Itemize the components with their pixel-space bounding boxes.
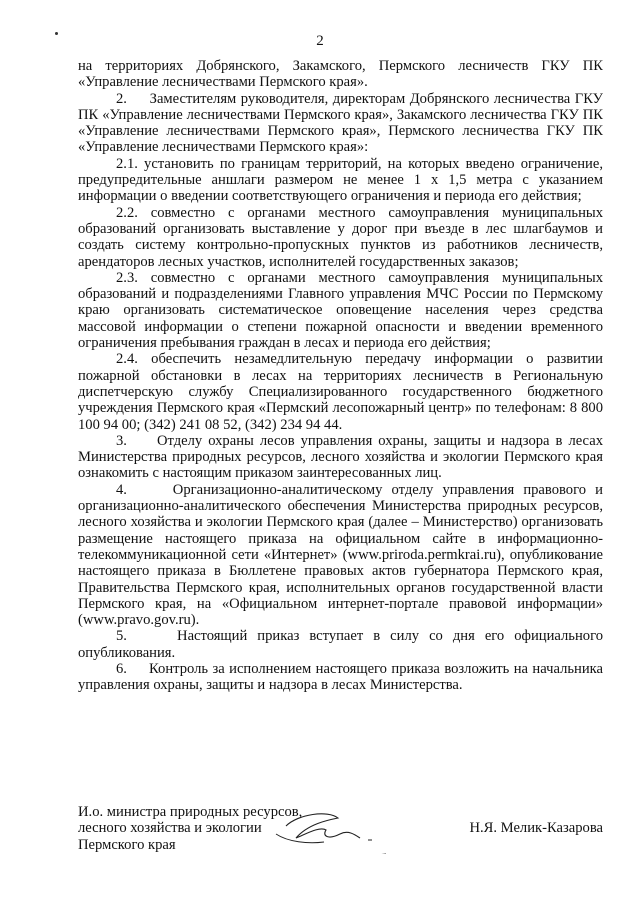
signature-block xyxy=(78,804,603,864)
handwritten-signature-icon xyxy=(268,804,388,854)
paragraph-1: на территориях Добрянского, Закамского, Пермского лесничеств ГКУ ПК «Управление лесничествами Пермского края». xyxy=(78,58,603,91)
paragraph-9: 5. Настоящий приказ вступает в силу со дня его официального опубликования. xyxy=(78,628,603,661)
document-body xyxy=(78,58,603,694)
paragraph-6: 2.4. обеспечить незамедлительную передачу информации о развитии пожарной обстановки в лесах на территориях лесничеств в Региональную диспетчерскую службу Специализированного государственного бюджетного учреждения Пермского края «Пермский лесопожарный центр» по телефонам: 8 800 100 94 00; (342) 241 08 52, (342) 234 94 44. xyxy=(78,351,603,433)
page-number: 2 xyxy=(316,33,324,49)
signer-name: Н.Я. Мелик-Казарова xyxy=(469,820,603,836)
paragraph-4: 2.2. совместно с органами местного самоуправления муниципальных образований организовать выставление у дорог при въезде в лес шлагбаумов и создать систему контрольно-пропускных пунктов из работников лесничеств, арендаторов лесных участков, исполнителей государственных заказов; xyxy=(78,204,603,270)
paragraph-7: 3. Отделу охраны лесов управления охраны, защиты и надзора в лесах Министерства природных ресурсов, лесного хозяйства и экологии Пермского края ознакомить с настоящим приказом заинтересованных лиц. xyxy=(78,432,603,482)
signer-title-line: И.о. министра природных ресурсов, xyxy=(78,804,303,820)
paragraph-2: 2. Заместителям руководителя, директорам Добрянского лесничества ГКУ ПК «Управление лесничествами Пермского края», Закамского лесничества ГКУ ПК «Управление лесничествами Пермского края», Пермского лесничества ГКУ ПК «Управление лесничествами Пермского края»: xyxy=(78,90,603,156)
signer-title-line: Пермского края xyxy=(78,836,176,853)
paragraph-8: 4. Организационно-аналитическому отделу управления правового и организационно-аналитического обеспечения Министерства природных ресурсов, лесного хозяйства и экологии Пермского края (далее – Министерство) организовать размещение настоящего приказа на официальном сайте в информационно-телекоммуникационной сети «Интернет» (www.priroda.permkrai.ru), опубликование настоящего приказа в Бюллетене правовых актов губернатора Пермского края, Правительства Пермского края, исполнительных органов государственной власти Пермского края, на «Официальном интернет-портале правовой информации» (www.pravo.gov.ru). xyxy=(78,481,603,629)
paragraph-10: 6. Контроль за исполнением настоящего приказа возложить на начальника управления охраны, защиты и надзора в лесах Министерства. xyxy=(78,660,603,694)
paragraph-3: 2.1. установить по границам территорий, на которых введено ограничение, предупредительные аншлаги размером не менее 1 х 1,5 метра с указанием информации о введении соответствующего ограничения и периода его действия; xyxy=(78,155,603,205)
paragraph-5: 2.3. совместно с органами местного самоуправления муниципальных образований и подразделениями Главного управления МЧС России по Пермскому краю организовать систематическое оповещение населения через средства массовой информации о степени пожарной опасности и введении временного ограничения пребывания граждан в лесах и периода его действия; xyxy=(78,269,603,352)
signer-title-line: лесного хозяйства и экологии xyxy=(78,820,262,837)
